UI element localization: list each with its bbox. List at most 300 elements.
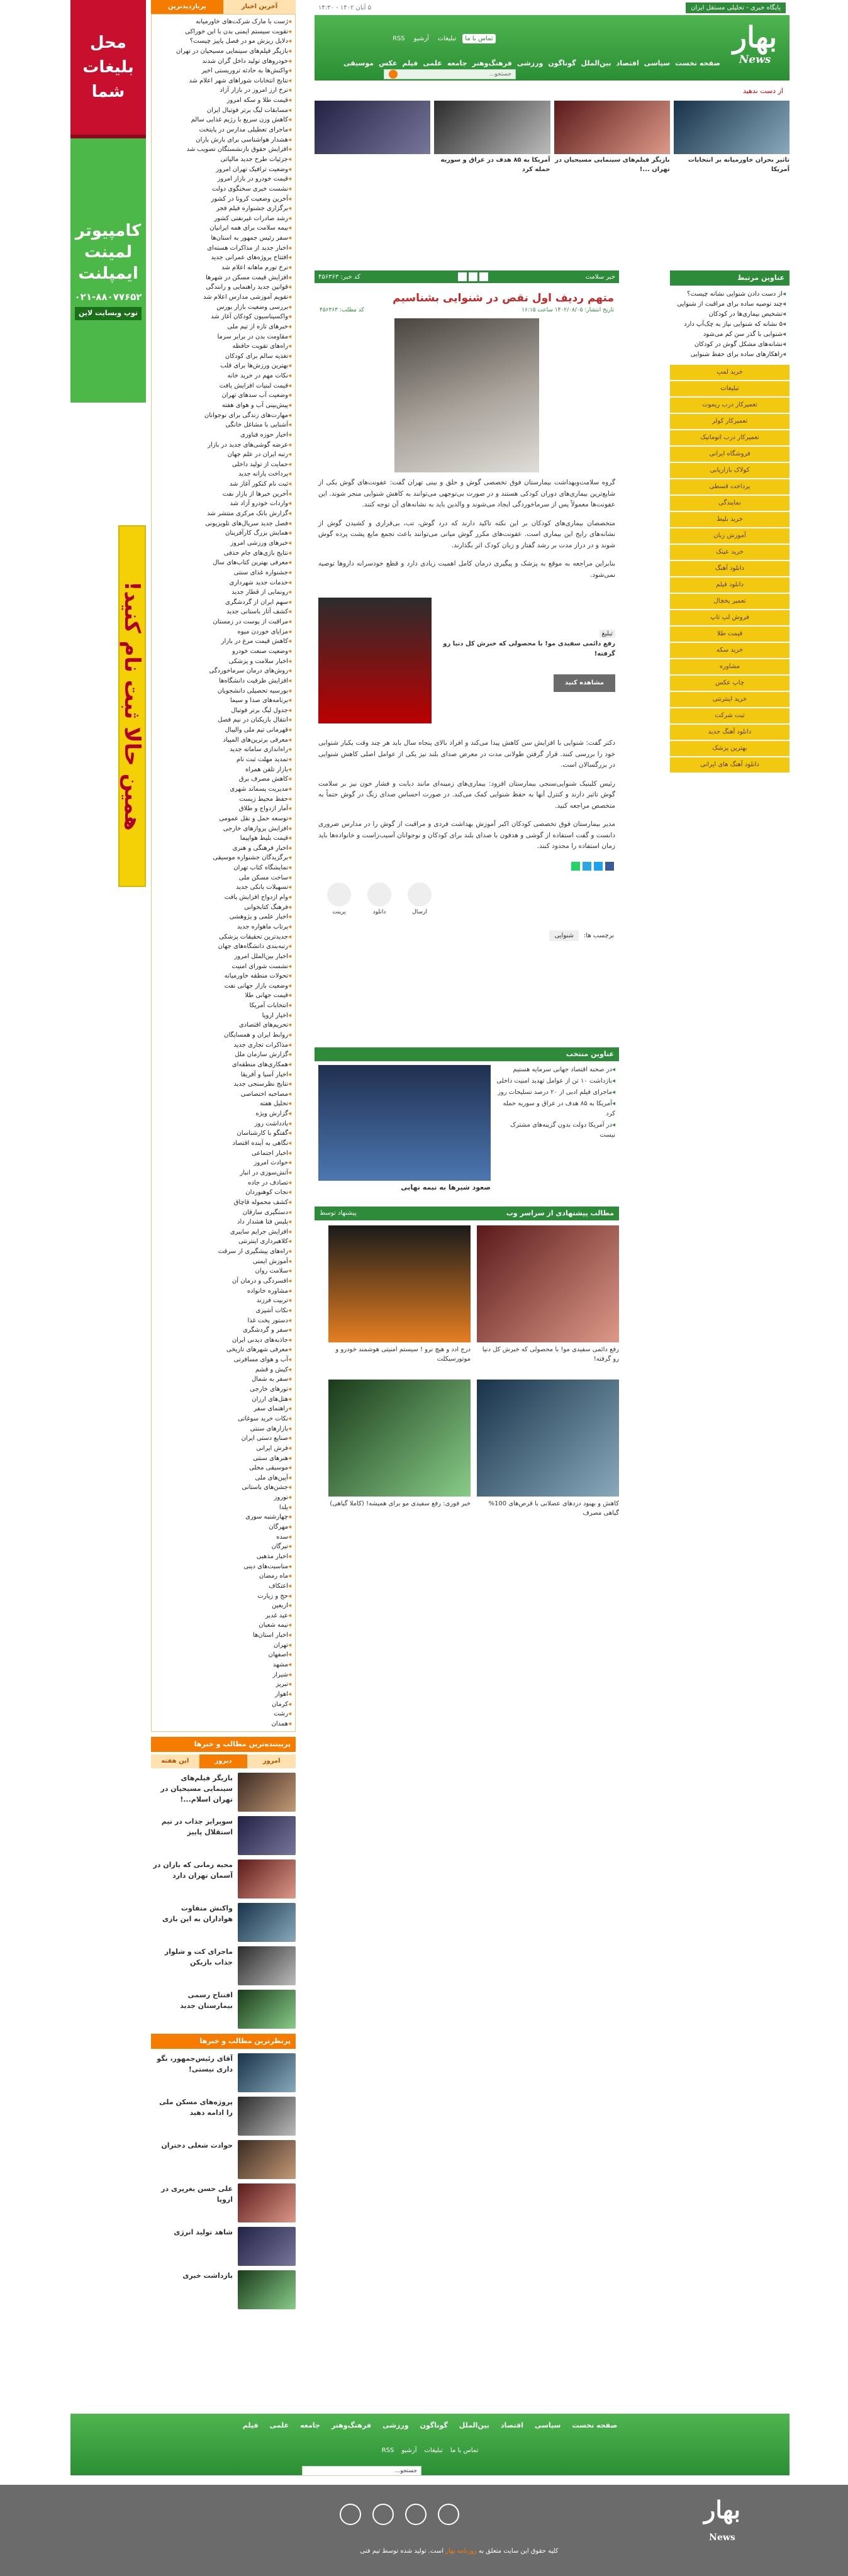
link-button[interactable]: چاپ عکس xyxy=(670,676,789,691)
news-list-item[interactable]: ◂ کاهش قیمت مرغ در بازار xyxy=(155,637,291,647)
footer-logo[interactable] xyxy=(697,2496,747,2551)
news-list-item[interactable]: ◂ نرخ تورم ماهانه اعلام شد xyxy=(155,263,291,273)
news-list-item[interactable]: ◂ کاهش وزن سریع با رژیم غذایی سالم xyxy=(155,115,291,125)
news-list-item[interactable]: ◂ آشنایی با مشاغل خانگی xyxy=(155,420,291,430)
news-list-item[interactable]: ◂ آخرین وضعیت کرونا در کشور xyxy=(155,194,291,204)
news-list-item[interactable]: ◂ معرفی برترین‌های المپیاد xyxy=(155,735,291,745)
news-list-item[interactable]: ◂ قیمت لبنیات افزایش یافت xyxy=(155,381,291,391)
link-button[interactable]: دانلود آهنگ های ایرانی xyxy=(670,757,789,772)
recommended-item[interactable] xyxy=(477,1380,619,1527)
news-list-item[interactable]: ◂ تحولات منطقه خاورمیانه xyxy=(155,971,291,981)
news-list-item[interactable]: ◂ اربعین xyxy=(155,1601,291,1611)
footer-menu-item[interactable]: سیاسی xyxy=(534,2421,561,2429)
news-list-item[interactable]: ◂ افزایش ظرفیت دانشگاه‌ها xyxy=(155,676,291,686)
news-list-item[interactable]: ◂ آخرین خبرها از بازار نفت xyxy=(155,489,291,499)
news-list-item[interactable]: ◂ خبرهای تازه از تیم ملی xyxy=(155,322,291,332)
news-list-item[interactable]: ◂ حوادث امروز xyxy=(155,1158,291,1168)
selected-item[interactable]: ◂ در آمریکا دولت بدون گزینه‌های مشترک نیست xyxy=(496,1120,615,1140)
link-archive[interactable]: آرشیو xyxy=(413,35,429,42)
news-list-item[interactable]: ◂ رونمایی از قطار جدید xyxy=(155,588,291,598)
news-list-item[interactable]: ◂ بهترین ورزش‌ها برای قلب xyxy=(155,361,291,371)
rss-icon[interactable] xyxy=(340,2504,361,2525)
news-list-item[interactable]: ◂ قیمت بلیط هواپیما xyxy=(155,834,291,844)
link-button[interactable]: دانلود فیلم xyxy=(670,577,789,593)
news-list-item[interactable]: ◂ نجات کوهنوردان xyxy=(155,1188,291,1198)
news-list-item[interactable]: ◂ کرمان xyxy=(155,1700,291,1710)
ad-banner-2[interactable] xyxy=(70,138,146,403)
news-list-item[interactable]: ◂ اخبار فرهنگی و هنری xyxy=(155,844,291,854)
recommended-item[interactable] xyxy=(477,1225,619,1373)
news-list-item[interactable]: ◂ دستگیری سارقان xyxy=(155,1208,291,1218)
news-list-item[interactable]: ◂ جشنواره غذای سنتی xyxy=(155,568,291,578)
news-list-item[interactable]: ◂ بررسی وضعیت بازار بورس xyxy=(155,303,291,313)
footer-menu-item[interactable]: ورزشی xyxy=(382,2421,409,2429)
news-list-item[interactable]: ◂ برنامه‌های صدا و سیما xyxy=(155,696,291,706)
more-news2-item[interactable] xyxy=(151,2227,296,2266)
footer-link[interactable]: RSS xyxy=(381,2447,394,2454)
news-list-item[interactable]: ◂ افزایش قیمت مسکن در شهرها xyxy=(155,273,291,283)
news-list-item[interactable]: ◂ تصادف در جاده xyxy=(155,1178,291,1188)
link-button[interactable]: نمایندگی xyxy=(670,496,789,511)
news-list-item[interactable]: ◂ ژست با مارک شرکت‌های خاورمیانه xyxy=(155,17,291,27)
news-list-item[interactable]: ◂ سفر به شمال xyxy=(155,1374,291,1385)
ad-banner-1[interactable] xyxy=(70,0,146,138)
news-list-item[interactable]: ◂ تورهای خارجی xyxy=(155,1385,291,1395)
facebook-icon[interactable] xyxy=(605,862,614,871)
news-list-item[interactable]: ◂ عید غدیر xyxy=(155,1611,291,1621)
link-button[interactable]: تعمیرکار درب اتوماتیک xyxy=(670,430,789,445)
link-button[interactable]: خرید عینک xyxy=(670,545,789,560)
ad-banner-3[interactable] xyxy=(118,525,146,887)
news-list-item[interactable]: ◂ تربیت فرزند xyxy=(155,1296,291,1306)
copyright-brand[interactable]: روزنامه بهار xyxy=(445,2548,477,2555)
news-list-item[interactable]: ◂ مشهد xyxy=(155,1660,291,1670)
link-button[interactable]: تعمیرکار کولر xyxy=(670,414,789,429)
news-list-item[interactable]: ◂ نگاهی به آینده اقتصاد xyxy=(155,1139,291,1149)
news-list-item[interactable]: ◂ نرخ ارز امروز در بازار آزاد xyxy=(155,86,291,96)
news-list-item[interactable]: ◂ پرتاب ماهواره جدید xyxy=(155,922,291,932)
news-list-item[interactable]: ◂ نمایشگاه کتاب تهران xyxy=(155,863,291,873)
news-list-item[interactable]: ◂ نیمه شعبان xyxy=(155,1620,291,1631)
menu-international[interactable]: بین‌الملل xyxy=(581,59,611,67)
news-list-item[interactable]: ◂ همدان xyxy=(155,1719,291,1729)
tab-yesterday[interactable]: دیروز xyxy=(199,1754,248,1768)
news-list-item[interactable]: ◂ رتبه‌بندی دانشگاه‌های جهان xyxy=(155,942,291,952)
more-news-item[interactable] xyxy=(151,1990,296,2029)
news-list-item[interactable]: ◂ قوانین جدید راهنمایی و رانندگی xyxy=(155,282,291,293)
news-list-item[interactable]: ◂ گفتگو با کارشناسان xyxy=(155,1129,291,1139)
news-list-item[interactable]: ◂ تبریز xyxy=(155,1680,291,1690)
more-news-title: پربیننده‌ترین مطالب و خبرها xyxy=(151,1737,296,1752)
news-list-item[interactable]: ◂ عرضه گوشی‌های جدید در بازار xyxy=(155,440,291,450)
menu-film[interactable]: فیلم xyxy=(402,59,418,67)
related-item[interactable]: ◂ شنوایی با گذر سن کم می‌شود xyxy=(674,330,786,340)
news-list-item[interactable]: ◂ مشاوره خانواده xyxy=(155,1286,291,1296)
news-list-item[interactable]: ◂ دلایل ریزش مو در فصل پاییز چیست؟ xyxy=(155,36,291,47)
recommended-image xyxy=(328,1380,471,1497)
news-list-item[interactable]: ◂ اخبار اجتماعی xyxy=(155,1149,291,1159)
news-list-item[interactable]: ◂ ساخت مسکن ملی xyxy=(155,873,291,883)
related-item[interactable]: ◂ ۵ نشانه که شنوایی نیاز به چک‌آپ دارد xyxy=(674,320,786,330)
news-list-item[interactable]: ◂ مذاکرات تجاری جدید xyxy=(155,1040,291,1051)
related-item[interactable]: ◂ چند توصیه ساده برای مراقبت از شنوایی xyxy=(674,299,786,309)
news-list-item[interactable]: ◂ اخبار جدید از مذاکرات هسته‌ای xyxy=(155,243,291,254)
news-list-item[interactable]: ◂ ماجرای تعطیلی مدارس در پایتخت xyxy=(155,125,291,135)
news-list-item[interactable]: ◂ نوروز xyxy=(155,1493,291,1503)
print-icon[interactable] xyxy=(458,272,467,281)
news-list-item[interactable]: ◂ هنرهای سنتی xyxy=(155,1454,291,1464)
ad2-button[interactable]: توپ وبسایت لاین xyxy=(75,307,142,320)
news-list-item[interactable]: ◂ سده xyxy=(155,1532,291,1542)
site-logo[interactable] xyxy=(727,20,783,65)
news-list-item[interactable]: ◂ فرش ایرانی xyxy=(155,1444,291,1454)
news-list-item[interactable]: ◂ بازار تلفن همراه xyxy=(155,765,291,775)
news-list-item[interactable]: ◂ بورسیه تحصیلی دانشجویان xyxy=(155,686,291,696)
news-list-item[interactable]: ◂ مراقبت از پوست در زمستان xyxy=(155,617,291,627)
news-list-item[interactable]: ◂ نکات آشپزی xyxy=(155,1306,291,1316)
related-item[interactable]: ◂ از دست دادن شنوایی نشانه چیست؟ xyxy=(674,289,786,299)
link-button[interactable]: خرید اینترنتی xyxy=(670,692,789,707)
telegram-icon[interactable] xyxy=(583,862,591,871)
link-button[interactable]: مشاوره xyxy=(670,659,789,674)
link-button[interactable]: خرید لمپ xyxy=(670,365,789,380)
recommended-item[interactable] xyxy=(328,1380,471,1527)
news-list-item[interactable]: ◂ معرفی بهترین کتاب‌های سال xyxy=(155,558,291,568)
news-list-item[interactable]: ◂ وضعیت بازار جهانی نفت xyxy=(155,981,291,991)
news-list-item[interactable]: ◂ مسابقات لیگ برتر فوتبال ایران xyxy=(155,106,291,116)
menu-science[interactable]: علمی xyxy=(423,59,442,67)
news-list-item[interactable]: ◂ همکاری‌های منطقه‌ای xyxy=(155,1060,291,1070)
link-button[interactable]: تعمیر یخچال xyxy=(670,594,789,609)
news-list-item[interactable]: ◂ صنایع دستی ایران xyxy=(155,1434,291,1444)
link-button[interactable]: ثبت شرکت xyxy=(670,708,789,723)
news-list-item[interactable]: ◂ مقاومت بدن در برابر سرما xyxy=(155,332,291,342)
news-list-item[interactable]: ◂ خودروهای تولید داخل گران شدند xyxy=(155,57,291,67)
news-list-item[interactable]: ◂ راه‌های تقویت حافظه xyxy=(155,342,291,352)
link-button[interactable]: قیمت طلا xyxy=(670,627,789,642)
news-list-item[interactable]: ◂ قهرمانی تیم ملی والیبال xyxy=(155,725,291,735)
news-list-item[interactable]: ◂ وضعیت ترافیک تهران امروز xyxy=(155,165,291,175)
news-list-item[interactable]: ◂ راهنمای سفر xyxy=(155,1404,291,1414)
more-news2-item[interactable] xyxy=(151,2053,296,2092)
menu-culture[interactable]: فرهنگ‌وهنر xyxy=(472,59,512,67)
news-list-item[interactable]: ◂ سهم ایران از گردشگری xyxy=(155,598,291,608)
tag-chip[interactable]: شنوایی xyxy=(549,930,578,941)
news-list-item[interactable]: ◂ ماه رمضان xyxy=(155,1571,291,1581)
link-button[interactable]: دانلود آهنگ xyxy=(670,561,789,576)
news-list-item[interactable]: ◂ انتقال بازیکنان در نیم فصل xyxy=(155,715,291,725)
news-list-item[interactable]: ◂ مزایای خوردن میوه xyxy=(155,627,291,637)
headline-item[interactable] xyxy=(315,101,430,175)
news-list-item[interactable]: ◂ هتل‌های ارزان xyxy=(155,1395,291,1405)
news-list-item[interactable]: ◂ قیمت جهانی طلا xyxy=(155,991,291,1001)
footer-menu-item[interactable]: فرهنگ‌وهنر xyxy=(331,2421,372,2429)
news-list-item[interactable]: ◂ واردات خودرو آزاد شد xyxy=(155,499,291,509)
headline-item[interactable] xyxy=(434,101,550,175)
news-list-item[interactable]: ◂ حفظ محیط زیست xyxy=(155,795,291,805)
headline-item[interactable] xyxy=(554,101,670,175)
news-list-item[interactable]: ◂ رشت xyxy=(155,1709,291,1719)
inline-ad-button[interactable]: مشاهده کنید xyxy=(554,674,615,692)
footer-menu-item[interactable]: صفحه نخست xyxy=(572,2421,618,2429)
footer-menu-band xyxy=(70,2414,789,2475)
selected-item[interactable]: ◂ آمریکا به ۸۵ هدف در عراق و سوریه حمله کرد xyxy=(496,1099,615,1119)
link-button[interactable]: کولاک بازاریابی xyxy=(670,463,789,478)
news-list-item[interactable]: ◂ واکسیناسیون کودکان آغاز شد xyxy=(155,312,291,322)
link-button[interactable]: تعمیرکار درب ریموت xyxy=(670,398,789,413)
news-list-item[interactable]: ◂ نکات خرید سوغاتی xyxy=(155,1414,291,1424)
menu-economy[interactable]: اقتصاد xyxy=(616,59,639,67)
more-news2-item[interactable] xyxy=(151,2270,296,2309)
news-list-item[interactable]: ◂ هشدار هواشناسی برای بارش باران xyxy=(155,135,291,145)
download-tool[interactable] xyxy=(367,883,391,915)
news-list-item[interactable]: ◂ نشست خبری سخنگوی دولت xyxy=(155,184,291,194)
news-list-item[interactable]: ◂ افزایش جرایم سایبری xyxy=(155,1227,291,1237)
menu-home[interactable]: صفحه نخست xyxy=(675,59,720,67)
news-list-item[interactable]: ◂ اخبار حوزه فناوری xyxy=(155,430,291,440)
news-list-item[interactable]: ◂ روش‌های درمان سرماخوردگی xyxy=(155,666,291,676)
news-list-item[interactable]: ◂ سلامت روان xyxy=(155,1266,291,1276)
more-news-item[interactable] xyxy=(151,1816,296,1855)
news-list-item[interactable]: ◂ آموزش ایمنی xyxy=(155,1257,291,1267)
news-list-item[interactable]: ◂ یادداشت روز xyxy=(155,1119,291,1129)
link-button[interactable]: تبلیغات xyxy=(670,381,789,396)
news-list-item[interactable]: ◂ مدیریت پسماند شهری xyxy=(155,784,291,795)
search-icon[interactable] xyxy=(389,70,398,79)
news-list-item[interactable]: ◂ کشف محموله قاچاق xyxy=(155,1198,291,1208)
tab-latest[interactable]: آخرین اخبار xyxy=(223,0,296,14)
news-list-item[interactable]: ◂ جزئیات طرح جدید مالیاتی xyxy=(155,155,291,165)
news-list-item[interactable]: ◂ سفر رئیس جمهور به استان‌ها xyxy=(155,233,291,243)
news-list-item[interactable]: ◂ وضعیت آب سدهای تهران xyxy=(155,391,291,401)
news-list-item[interactable]: ◂ اهواز xyxy=(155,1690,291,1700)
googleplus-icon[interactable] xyxy=(438,2504,459,2525)
news-list-item[interactable]: ◂ اخبار سلامت و پزشکی xyxy=(155,657,291,667)
recommended-item[interactable] xyxy=(328,1225,471,1373)
news-list-item[interactable]: ◂ اخبار آسیا و آفریقا xyxy=(155,1070,291,1080)
more-news2-item[interactable] xyxy=(151,2140,296,2179)
news-list-item[interactable]: ◂ جاذبه‌های دیدنی ایران xyxy=(155,1335,291,1346)
news-list-item[interactable]: ◂ خدمات جدید شهرداری xyxy=(155,578,291,588)
news-list-item[interactable]: ◂ تغذیه سالم برای کودکان xyxy=(155,352,291,362)
news-list-item[interactable]: ◂ اخبار مذهبی xyxy=(155,1552,291,1562)
more-news-item[interactable] xyxy=(151,1773,296,1812)
menu-politics[interactable]: سیاسی xyxy=(644,59,671,67)
font-increase-icon[interactable] xyxy=(479,272,488,281)
news-list-item[interactable]: ◂ مهرگان xyxy=(155,1522,291,1532)
news-list-item[interactable]: ◂ برگزاری جشنواره فیلم فجر xyxy=(155,204,291,214)
news-list-item[interactable]: ◂ قیمت خودرو در بازار امروز xyxy=(155,174,291,184)
news-list-item[interactable]: ◂ گزارش بانک مرکزی منتشر شد xyxy=(155,509,291,519)
footer-menu-item[interactable]: علمی xyxy=(269,2421,289,2429)
item-title: افتتاح رسمی بیمارستان جدید xyxy=(180,1991,233,2010)
news-list-item[interactable]: ◂ همایش بزرگ کارآفرینان xyxy=(155,528,291,538)
news-list-item[interactable]: ◂ تیرگان xyxy=(155,1542,291,1552)
news-list-item[interactable]: ◂ انتخابات آمریکا xyxy=(155,1001,291,1011)
more-news-item[interactable] xyxy=(151,1860,296,1899)
news-list-item[interactable]: ◂ بیمه سلامت برای همه ایرانیان xyxy=(155,223,291,233)
news-list-item[interactable]: ◂ تمدید مهلت ثبت نام xyxy=(155,755,291,765)
news-list-item[interactable]: ◂ افزایش حقوق بازنشستگان تصویب شد xyxy=(155,145,291,155)
news-list-item[interactable]: ◂ تهران xyxy=(155,1641,291,1651)
news-list-item[interactable]: ◂ جدیدترین تحقیقات پزشکی xyxy=(155,932,291,942)
news-list-item[interactable]: ◂ حج و زیارت xyxy=(155,1592,291,1602)
footer-menu-item[interactable]: اقتصاد xyxy=(500,2421,523,2429)
news-list-item[interactable]: ◂ بازیگر فیلم‌های سینمایی مسیحیان در تهران xyxy=(155,47,291,57)
twitter-icon[interactable] xyxy=(405,2504,427,2525)
thumb xyxy=(238,1773,296,1812)
link-button[interactable]: خرید سکه xyxy=(670,643,789,658)
news-list-item[interactable]: ◂ توسعه حمل و نقل عمومی xyxy=(155,814,291,824)
news-list-item[interactable]: ◂ مصاحبه اختصاصی xyxy=(155,1090,291,1100)
news-list-item[interactable]: ◂ جدول لیگ برتر فوتبال xyxy=(155,706,291,716)
news-list-item[interactable]: ◂ کیش و قشم xyxy=(155,1365,291,1375)
link-button[interactable]: آموزش زبان xyxy=(670,528,789,544)
footer-link[interactable]: تماس با ما xyxy=(450,2447,479,2454)
news-list-item[interactable]: ◂ وضعیت صنعت خودرو xyxy=(155,647,291,657)
news-list-item[interactable]: ◂ برگزیدگان جشنواره موسیقی xyxy=(155,853,291,863)
news-list-item[interactable]: ◂ گزارش ویژه xyxy=(155,1109,291,1119)
print-tool[interactable] xyxy=(327,883,351,915)
menu-sports[interactable]: ورزشی xyxy=(516,59,544,67)
news-list-item[interactable]: ◂ افتتاح پروژه‌های عمرانی جدید xyxy=(155,253,291,263)
footer-menu-item[interactable]: گوناگون xyxy=(420,2421,448,2429)
search-input[interactable]: جستجو... xyxy=(384,69,516,79)
news-list-item[interactable]: ◂ نکات مهم در خرید خانه xyxy=(155,371,291,381)
selected-item[interactable]: ◂ بازداشت ۱۰ تن از عوامل تهدید امنیت داخلی xyxy=(496,1076,615,1086)
link-rss[interactable]: RSS xyxy=(393,35,405,42)
telegram-icon[interactable] xyxy=(372,2504,394,2525)
footer-menu-item[interactable]: فیلم xyxy=(242,2421,259,2429)
news-list-item[interactable]: ◂ کاهش مصرف برق xyxy=(155,774,291,784)
news-list-item[interactable]: ◂ کشف آثار باستانی جدید xyxy=(155,607,291,617)
news-list-item[interactable]: ◂ تقویت سیستم ایمنی بدن با این خوراکی xyxy=(155,27,291,37)
news-list-item[interactable]: ◂ چهارشنبه سوری xyxy=(155,1512,291,1522)
news-list-item[interactable]: ◂ قیمت طلا و سکه امروز xyxy=(155,96,291,106)
news-list-item[interactable]: ◂ جشن‌های باستانی xyxy=(155,1483,291,1493)
logo-subtext: News xyxy=(739,53,771,66)
news-list-item[interactable]: ◂ دستور پخت غذا xyxy=(155,1316,291,1326)
footer-search-input[interactable]: جستجو... xyxy=(302,2466,421,2476)
news-list-item[interactable]: ◂ گزارش سازمان ملل xyxy=(155,1050,291,1060)
news-list-item[interactable]: ◂ سفر و گردشگری xyxy=(155,1325,291,1335)
news-list-item[interactable]: ◂ کلاهبرداری اینترنتی xyxy=(155,1237,291,1247)
news-list-item[interactable]: ◂ مناسبت‌های دینی xyxy=(155,1562,291,1572)
related-item[interactable]: ◂ راهکارهای ساده برای حفظ شنوایی xyxy=(674,350,786,360)
news-list-item[interactable]: ◂ رشد صادرات غیرنفتی کشور xyxy=(155,214,291,224)
link-button[interactable]: پرداخت قسطی xyxy=(670,479,789,494)
news-list-item[interactable]: ◂ اخبار اروپا xyxy=(155,1011,291,1021)
news-list-item[interactable]: ◂ افزایش پروازهای خارجی xyxy=(155,824,291,834)
whatsapp-icon[interactable] xyxy=(571,862,580,871)
news-list-item[interactable]: ◂ فرهنگ کتابخوانی xyxy=(155,903,291,913)
menu-misc[interactable]: گوناگون xyxy=(548,59,576,67)
footer-link[interactable]: آرشیو xyxy=(401,2447,417,2454)
font-decrease-icon[interactable] xyxy=(469,272,477,281)
news-list-item[interactable]: ◂ تقویم آموزشی مدارس اعلام شد xyxy=(155,293,291,303)
news-list-item[interactable]: ◂ نتایج بازی‌های جام حذفی xyxy=(155,549,291,559)
news-list-item[interactable]: ◂ راه‌اندازی سامانه جدید xyxy=(155,745,291,755)
link-button[interactable]: بهترین پزشک xyxy=(670,741,789,756)
news-list-item[interactable]: ◂ پلیس فتا هشدار داد xyxy=(155,1217,291,1227)
link-button[interactable]: دانلود آهنگ جدید xyxy=(670,725,789,740)
news-list-item[interactable]: ◂ آیین‌های ملی xyxy=(155,1473,291,1483)
news-list-item[interactable]: ◂ فصل جدید سریال‌های تلویزیونی xyxy=(155,519,291,529)
tab-week[interactable]: این هفته xyxy=(151,1754,199,1768)
link-button[interactable]: خرید بلیط xyxy=(670,512,789,527)
menu-photo[interactable]: عکس xyxy=(379,59,398,67)
news-list-item[interactable]: ◂ شیراز xyxy=(155,1670,291,1680)
news-list-item[interactable]: ◂ آب و هوای مسافرتی xyxy=(155,1355,291,1365)
news-list-item[interactable]: ◂ اخبار بین‌الملل امروز xyxy=(155,952,291,962)
news-list-item[interactable]: ◂ اخبار استان‌ها xyxy=(155,1631,291,1641)
news-list-item[interactable]: ◂ راه‌های پیشگیری از سرقت xyxy=(155,1247,291,1257)
tab-today[interactable]: امروز xyxy=(247,1754,296,1768)
more-news2-item[interactable] xyxy=(151,2183,296,2222)
news-list-item[interactable]: ◂ موسیقی محلی xyxy=(155,1463,291,1473)
more-news2-item[interactable] xyxy=(151,2097,296,2136)
news-list-item[interactable]: ◂ رتبه ایران در علم جهان xyxy=(155,450,291,460)
news-list-item[interactable]: ◂ تحلیل هفته xyxy=(155,1099,291,1109)
news-list-item[interactable]: ◂ نشست شورای امنیت xyxy=(155,962,291,972)
news-list-item[interactable]: ◂ مهارت‌های زندگی برای نوجوانان xyxy=(155,411,291,421)
news-list-item[interactable]: ◂ بازارهای سنتی xyxy=(155,1424,291,1434)
more-news-item[interactable] xyxy=(151,1903,296,1942)
related-item[interactable]: ◂ تشخیص بیماری‌ها در کودکان xyxy=(674,309,786,320)
news-list-item[interactable]: ◂ اصفهان xyxy=(155,1650,291,1660)
twitter-icon[interactable] xyxy=(594,862,603,871)
news-list-item[interactable]: ◂ وام ازدواج افزایش یافت xyxy=(155,893,291,903)
footer-menu-item[interactable]: بین‌الملل xyxy=(459,2421,489,2429)
footer-link[interactable]: تبلیغات xyxy=(424,2447,443,2454)
send-tool[interactable] xyxy=(408,883,432,915)
selected-item[interactable]: ◂ در صحنه اقتصاد جهانی سرمایه هستیم xyxy=(496,1065,615,1075)
news-list-item[interactable]: ◂ روابط ایران و همسایگان xyxy=(155,1030,291,1040)
inline-ad[interactable] xyxy=(318,588,615,733)
news-list-item[interactable]: ◂ پیش‌بینی آب و هوای هفته xyxy=(155,401,291,411)
news-list-item[interactable]: ◂ اعتکاف xyxy=(155,1581,291,1592)
tab-most-viewed[interactable]: پربازدیدترین xyxy=(151,0,223,14)
more-news-item[interactable] xyxy=(151,1946,296,1985)
news-list-item[interactable]: ◂ افسردگی و درمان آن xyxy=(155,1276,291,1286)
news-list-item[interactable]: ◂ آمار ازدواج و طلاق xyxy=(155,804,291,814)
news-list-item[interactable]: ◂ اخبار علمی و پژوهشی xyxy=(155,912,291,922)
headline-item[interactable] xyxy=(674,101,789,175)
related-item[interactable]: ◂ نشانه‌های مشکل گوش در کودکان xyxy=(674,340,786,350)
news-list-item[interactable]: ◂ حمایت از تولید داخلی xyxy=(155,460,291,470)
news-list-item[interactable]: ◂ یلدا xyxy=(155,1503,291,1513)
news-list-item[interactable]: ◂ نتایج انتخابات شوراهای شهر اعلام شد xyxy=(155,76,291,86)
menu-society[interactable]: جامعه xyxy=(447,59,467,67)
link-ads[interactable]: تبلیغات xyxy=(437,35,457,42)
news-list-item[interactable]: ◂ تسهیلات بانکی جدید xyxy=(155,883,291,893)
footer-menu-item[interactable]: جامعه xyxy=(300,2421,320,2429)
news-list-item[interactable]: ◂ پرداخت یارانه جدید xyxy=(155,469,291,479)
news-list-item[interactable]: ◂ ثبت نام کنکور آغاز شد xyxy=(155,479,291,489)
news-list-item[interactable]: ◂ معرفی شهرهای تاریخی xyxy=(155,1345,291,1355)
link-button[interactable]: فروش لپ تاپ xyxy=(670,610,789,625)
news-list-item[interactable]: ◂ واکنش‌ها به حادثه تروریستی اخیر xyxy=(155,66,291,76)
selected-feature[interactable] xyxy=(318,1065,491,1191)
news-list-item[interactable]: ◂ تحریم‌های اقتصادی xyxy=(155,1020,291,1030)
link-contact[interactable]: تماس با ما xyxy=(462,34,495,43)
selected-item[interactable]: ◂ ماجرای فیلم ادبی از ۲۰ درصد تسلیحات روز xyxy=(496,1088,615,1098)
menu-music[interactable]: موسیقی xyxy=(343,59,374,67)
link-button[interactable]: فروشگاه ایرانی xyxy=(670,447,789,462)
news-list-item[interactable]: ◂ خبرهای ورزشی امروز xyxy=(155,538,291,549)
news-list-item[interactable]: ◂ آتش‌سوزی در انبار xyxy=(155,1168,291,1178)
news-list-item[interactable]: ◂ نتایج نظرسنجی جدید xyxy=(155,1079,291,1090)
